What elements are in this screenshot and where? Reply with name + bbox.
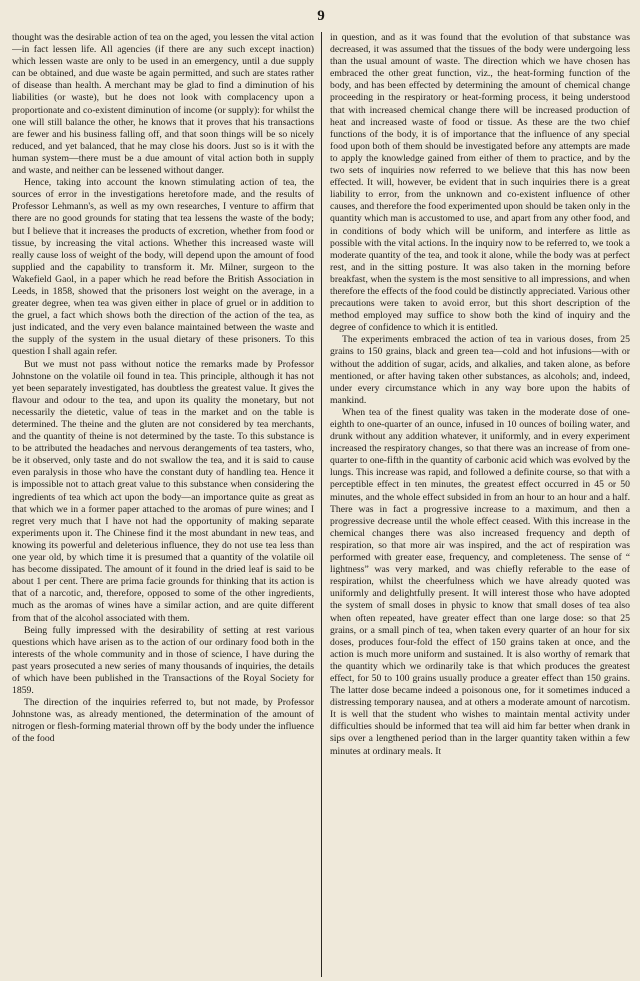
paragraph: When tea of the finest quality was taken in the moderate dose of one-eighth to one-quarter of an ounce, infused in 10 ounces of boiling water, and drunk without any addition whatever, it uniformly, and in every experiment increased the respiratory changes, so that there was an increase of from one-quarter to one-fifth in the quantity of carbonic acid which was evolved by the lungs. This increase was rapid, and followed a definite course, so that with a perceptible effect in ten minutes, the greatest effect occurred in 45 or 50 minutes, and the whole effect subsided in from an hour to an hour and a half. There was in fact a progressive increase to a maximum, and then a progressive decrease until the whole effect ceased. With this increase in the chemical changes there was also increased frequency and depth of respiration, so that more air was inspired, and the act of respiration was performed with greater ease, frequency, and completeness. The sense of “ lightness” was very marked, and was chiefly referable to the ease of respiration, whilst the cheerfulness which we have already quoted was uniformly and delightfully present. It will interest those who have adopted the system of small doses in physic to know that small doses of tea also when often repeated, have greater effect than one large dose: so that 25 grains, or a small pinch of tea, when taken every quarter of an hour for six doses, produces four-fold the effect of 150 grains taken at once, and the action is much more uniform and sustained. It is also worthy of remark that the quantity which we ordinarily take is that which produces the greatest effect, for 50 to 100 grains usually produce a greater effect than 150 grains. The latter dose became indeed a poisonous one, for it sometimes induced a distressing temporary nausea, and at others a moderate amount of narcotism. It is well that the student who wishes to maintain mental activity under difficulties should be informed that tea will aid him far better when drank in sips over a lengthened period than in the larger quantity taken within a few minutes at ordinary meals. It [330,406,630,757]
text-columns [12,32,630,977]
paragraph: But we must not pass without notice the remarks made by Professor Johnstone on the volatile oil found in tea. This principle, although it has not yet been separately investigated, has doubtless the greatest value. It gives the flavour and odour to the tea, and upon its quality the monetary, but not necessarily the dietetic, value of teas in the market and on the table is determined. The theine and the gluten are not considered by tea merchants, and the quantity of theine is not determined by the taste. To this substance is to be attributed the headaches and nervous derangements of tea tasters, who, be it observed, only taste and do not swallow the tea, and it is said to cause even paralysis in those who have the constant duty of handling tea. Hence it is impossible not to attach great value to this substance when considering the ingredients of tea which act upon the body—an importance quite as great as that which we in a former paper attached to the aromas of pure wines; and I regret very much that I have not had the opportunity of making separate experiments upon it. The Chinese find it the most abundant in new teas, and knowing its powerful and deleterious influence, they do not use tea less than one year old, by which time it is presumed that a quantity of the volatile oil has become dissipated. The amount of it found in the dried leaf is said to be about 1 per cent. There are prima facie grounds for thinking that its action is that of a narcotic, and, therefore, opposed to some of the other ingredients, much as the aromas of wines have a similar action, and are quite different from that of the alcohol associated with them. [12,358,314,624]
left-column [12,32,321,977]
paragraph: The direction of the inquiries referred to, but not made, by Professor Johnstone was, as already mentioned, the determination of the amount of nitrogen or flesh-forming material thrown off by the body under the influence of the food [12,697,314,745]
paragraph: thought was the desirable action of tea on the aged, you lessen the vital action—in fact lessen life. All agencies (if there are any such except inaction) which lessen waste are only to be used in an emergency, until a due supply can be obtained, and due waste be again permitted, and such are states rather of disease than health. A merchant may be glad to find a diminution of his liabilities (or waste), but he does not look with complacency upon a proportionate and co-existent diminution of income (or supply): for whilst the one will still balance the other, he knows that it proves that his transactions are fewer and his business falling off, and that soon things will be so nicely reduced, and yet balanced, that he may close his doors. Just so is it with the human system—there must be a due amount of vital action both in supply and waste, and neither can be lessened without danger. [12,32,314,177]
right-column [321,32,630,977]
page-number: 9 [317,8,325,24]
paragraph: Hence, taking into account the known stimulating action of tea, the sources of error in the investigations heretofore made, and the results of Professor Lehmann's, as well as my own researches, I venture to affirm that there are no good grounds for stating that tea lessens the waste of the body; but I believe that it increases the products of excretion, whether from food or tissue, by increasing the vital actions. Whether this increased waste will really cause loss of weight of the body, will depend upon the amount of food supplied and the capability to transform it. Mr. Milner, surgeon to the Wakefield Gaol, in a paper which he read before the British Association in Leeds, in 1858, showed that the prisoners lost weight on the average, in a greater degree, when tea was given either in place of gruel or in addition to the gruel, a fact which shows both the direction of the action of the tea, as just indicated, and the very even balance maintained between the waste and the supply of the system in the usual dietary of these prisoners. To this question I shall again refer. [12,177,314,358]
paragraph: in question, and as it was found that the evolution of that substance was decreased, it was assumed that the tissues of the body were undergoing less than the usual amount of waste. The direction which we have chosen has embraced the other great function, viz., the heat-forming function of the body, and has been effected by determining the amount of chemical change proceeding in the respiratory or heat-forming process, it being understood that with increased chemical change there will be increased production of heat and increased waste of food or tissue. As these are the two chief functions of the body, it is of importance that the influence of any special food upon both of them should be investigated before any attempts are made to apply the knowledge gained from either of them to practice, and by the two sets of inquiries now referred to we believe that this has now been effected. It will, however, be evident that in such inquiries there is a great liability to error, from the unknown and co-existent influence of other causes, and therefore the food experimented upon should be taken only in the quantity which man is accustomed to use, and apart from any other food, and in conditions of body which will be uniform, and interfere as little as possible with the vital actions. In the inquiry now to be referred to, we took a moderate quantity of the tea, and took it alone, while the body was at perfect rest, and in the sitting posture. It was also taken in the morning before breakfast, when the system is the most sensitive to all impressions, and when therefore the effects of the food could be distinctly appreciated. Various other precautions were taken to avoid error, but this short description of the method employed may suffice to show both the kind of inquiry and the degree of confidence to which it is entitled. [330,32,630,334]
paragraph: Being fully impressed with the desirability of setting at rest various questions which have arisen as to the action of our ordinary food both in the interests of the whole community and in those of science, I have during the past years prosecuted a new series of many thousands of inquiries, the details of which have been published in the Transactions of the Royal Society for 1859. [12,624,314,697]
paragraph: The experiments embraced the action of tea in various doses, from 25 grains to 150 grains, black and green tea—cold and hot infusions—with or without the addition of sugar, acids, and alkalies, and taken alone, as before mentioned, or after having taken other substances, as alcohols; and, indeed, under every circumstance which in any way bore upon the habits of mankind. [330,334,630,406]
